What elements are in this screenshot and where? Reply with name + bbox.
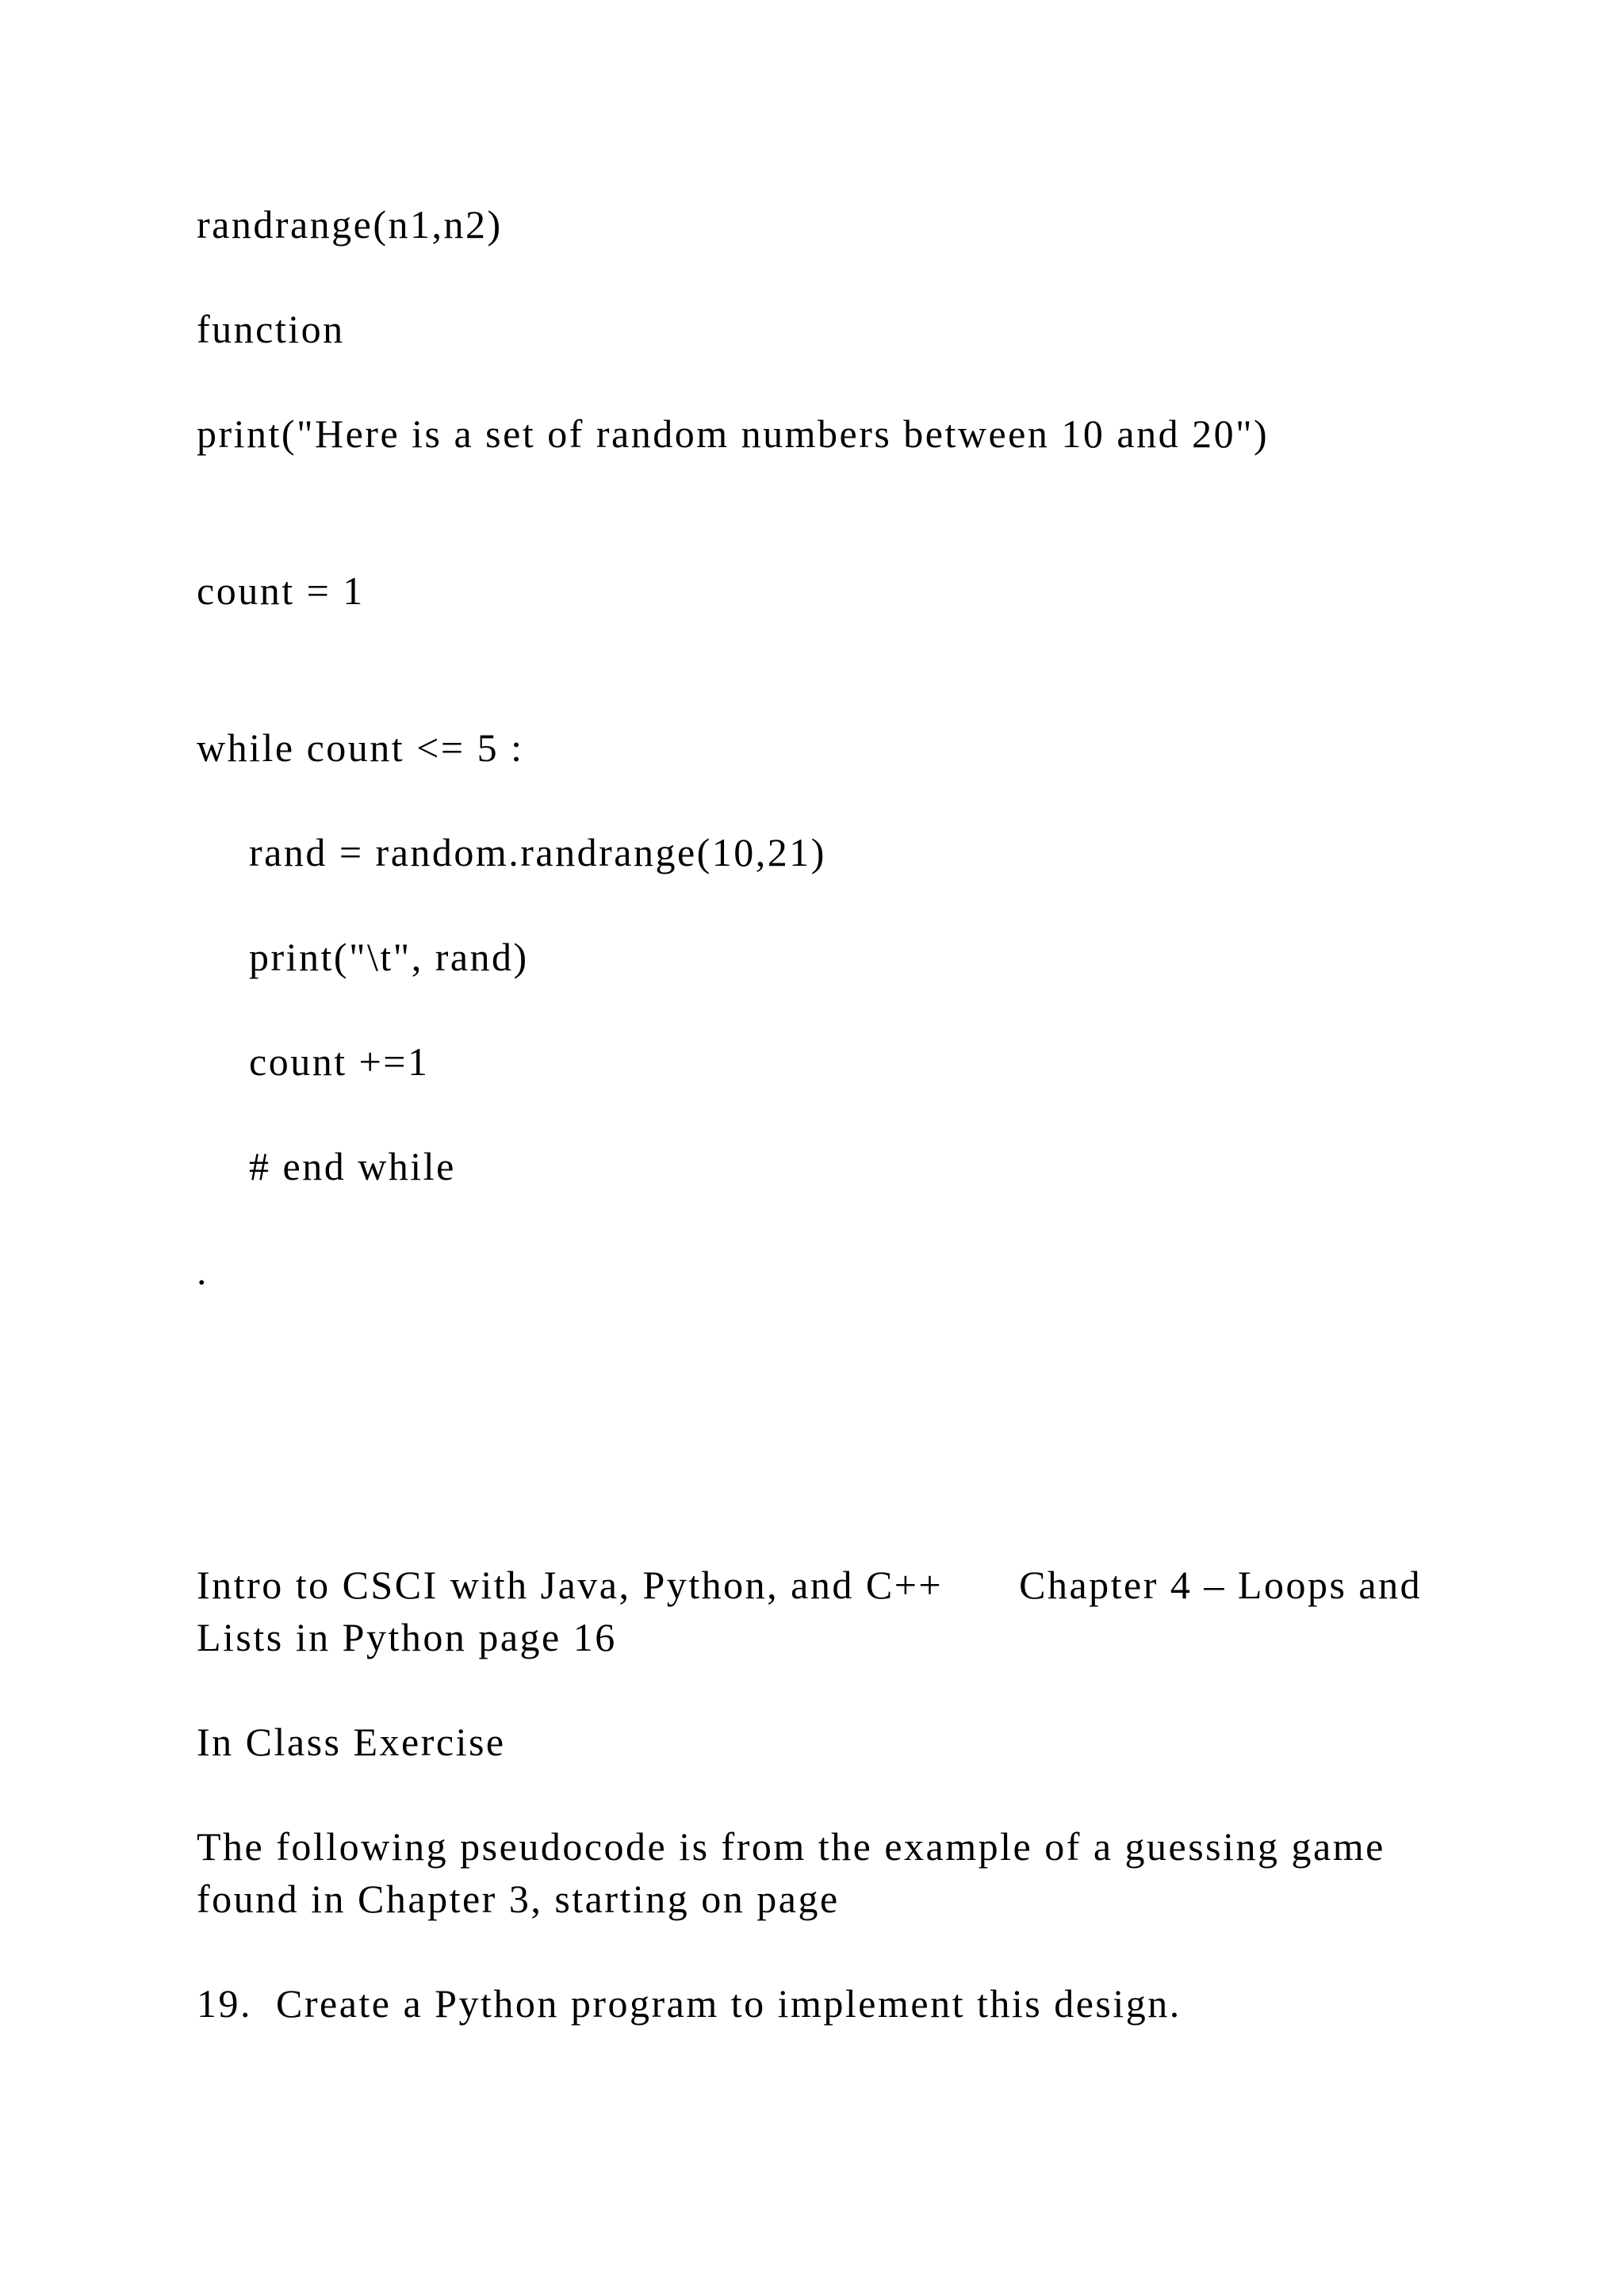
- code-line-count-increment: count +=1: [249, 1039, 430, 1084]
- code-line-function: function: [197, 307, 345, 351]
- code-line-print-rand: print("\t", rand): [249, 935, 529, 979]
- exercise-paragraph: The following pseudocode is from the example of a guessing game found in Chapter 3, starting on page: [197, 1824, 1385, 1921]
- page-header-left: Intro to CSCI with Java, Python, and C++: [197, 1563, 944, 1607]
- page-header: [197, 1559, 1434, 1663]
- exercise-instruction: 19. Create a Python program to implement this design.: [197, 1981, 1182, 2026]
- section-title: In Class Exercise: [197, 1720, 506, 1764]
- page-header-right: Chapter 4 – Loops and Lists in Python page 16: [197, 1563, 1423, 1659]
- code-line-count-init: count = 1: [197, 568, 365, 613]
- code-line-rand: rand = random.randrange(10,21): [249, 830, 826, 874]
- code-line-end-while: # end while: [249, 1144, 456, 1188]
- code-line-print-header: print("Here is a set of random numbers between 10 and 20"): [197, 411, 1270, 456]
- code-line-randrange: randrange(n1,n2): [197, 202, 503, 247]
- code-line-while: while count <= 5 :: [197, 725, 524, 770]
- code-line-dot: .: [197, 1249, 209, 1293]
